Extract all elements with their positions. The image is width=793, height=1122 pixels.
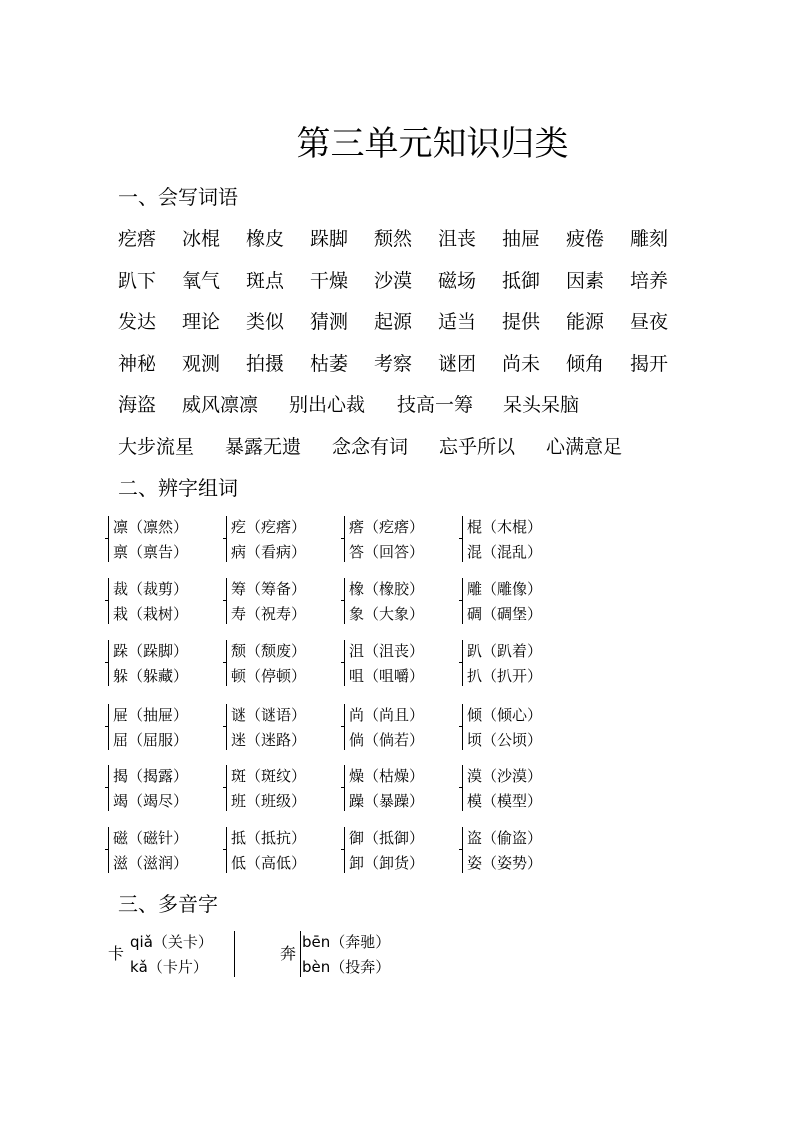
char-word-entry: 颓（颓废） [231, 642, 307, 660]
char-pair-group [349, 763, 469, 817]
word: 考察 [374, 353, 413, 375]
char-word-entry: 磁（磁针） [113, 829, 189, 847]
char-word-entry: 扒（扒开） [467, 667, 543, 685]
char-word-entry: 橡（橡胶） [349, 580, 425, 598]
char-word-entry: 裁（裁剪） [113, 580, 189, 598]
word: 念念有词 [332, 436, 409, 458]
char-word-entry: 尚（尚且） [349, 706, 425, 724]
word: 因素 [566, 270, 605, 292]
char-word-entry: 盗（偷盗） [467, 829, 543, 847]
char-pair-group [349, 638, 469, 692]
word: 能源 [566, 311, 605, 333]
word: 猜测 [310, 311, 349, 333]
char-word-entry: 漠（沙漠） [467, 767, 543, 785]
char-pair-group [231, 825, 351, 879]
word: 忘乎所以 [439, 436, 516, 458]
char-word-entry: 谜（谜语） [231, 706, 307, 724]
word: 大步流星 [118, 436, 195, 458]
word: 揭开 [630, 353, 669, 375]
char-word-entry: 寿（祝寿） [231, 605, 307, 623]
char-word-entry: 姿（姿势） [467, 854, 543, 872]
char-pair-group [467, 763, 587, 817]
char-pair-group [467, 825, 587, 879]
polyphone-reading: bèn（投奔） [302, 958, 391, 976]
char-word-entry: 沮（沮丧） [349, 642, 425, 660]
polyphone-ka [108, 929, 258, 983]
word: 威风凛凛 [182, 394, 259, 416]
word: 磁场 [438, 270, 477, 292]
char-word-entry: 抵（抵抗） [231, 829, 307, 847]
char-pair-group [231, 763, 351, 817]
word: 干燥 [310, 270, 349, 292]
char-word-entry: 卸（卸货） [349, 854, 425, 872]
word: 昼夜 [630, 311, 669, 333]
char-word-entry: 病（看病） [231, 543, 307, 561]
char-pair-group [231, 702, 351, 756]
polyphone-char: 卡 [108, 944, 125, 963]
char-pair-group [113, 825, 233, 879]
char-word-entry: 疙（疙瘩） [231, 518, 307, 536]
polyphone-reading: bēn（奔驰） [302, 933, 391, 951]
polyphone-reading: qiǎ（关卡） [130, 933, 213, 951]
char-word-entry: 栽（栽树） [113, 605, 189, 623]
char-word-entry: 低（高低） [231, 854, 307, 872]
char-word-entry: 答（回答） [349, 543, 425, 561]
char-pair-group [231, 514, 351, 568]
char-pair-group [231, 638, 351, 692]
word: 枯萎 [310, 353, 349, 375]
page-title: 第三单元知识归类 [296, 124, 569, 164]
word: 氧气 [182, 270, 221, 292]
word: 神秘 [118, 353, 157, 375]
word: 疙瘩 [118, 228, 157, 250]
word: 拍摄 [246, 353, 285, 375]
char-word-entry: 趴（趴着） [467, 642, 543, 660]
word: 适当 [438, 311, 477, 333]
char-word-entry: 屉（抽屉） [113, 706, 189, 724]
char-word-entry: 燥（枯燥） [349, 767, 425, 785]
section3-heading: 三、多音字 [118, 892, 218, 916]
char-pair-group [349, 514, 469, 568]
word: 抽屉 [502, 228, 541, 250]
char-pair-group [113, 763, 233, 817]
char-word-entry: 躲（躲藏） [113, 667, 189, 685]
word: 雕刻 [630, 228, 669, 250]
word: 倾角 [566, 353, 605, 375]
char-word-entry: 班（班级） [231, 792, 307, 810]
word: 理论 [182, 311, 221, 333]
word: 类似 [246, 311, 285, 333]
char-pair-group [113, 638, 233, 692]
char-word-entry: 碉（碉堡） [467, 605, 543, 623]
char-pair-group [467, 576, 587, 630]
word: 颓然 [374, 228, 413, 250]
word: 技高一筹 [397, 394, 474, 416]
char-pair-group [231, 576, 351, 630]
char-pair-group [113, 514, 233, 568]
char-word-entry: 顿（停顿） [231, 667, 307, 685]
char-word-entry: 滋（滋润） [113, 854, 189, 872]
char-word-entry: 躁（暴躁） [349, 792, 425, 810]
word: 暴露无遗 [225, 436, 302, 458]
char-word-entry: 斑（斑纹） [231, 767, 307, 785]
char-word-entry: 屈（屈服） [113, 731, 189, 749]
brace [234, 931, 239, 977]
char-word-entry: 迷（迷路） [231, 731, 307, 749]
char-word-entry: 倾（倾心） [467, 706, 543, 724]
char-pair-group [467, 638, 587, 692]
char-word-entry: 跺（跺脚） [113, 642, 189, 660]
word: 观测 [182, 353, 221, 375]
char-pair-group [467, 702, 587, 756]
char-word-entry: 顷（公顷） [467, 731, 543, 749]
word: 别出心裁 [289, 394, 366, 416]
word: 呆头呆脑 [503, 394, 580, 416]
char-word-entry: 模（模型） [467, 792, 543, 810]
word: 心满意足 [546, 436, 623, 458]
polyphone-reading: kǎ（卡片） [130, 958, 208, 976]
char-word-entry: 筹（筹备） [231, 580, 307, 598]
char-word-entry: 雕（雕像） [467, 580, 543, 598]
word: 疲倦 [566, 228, 605, 250]
char-word-entry: 象（大象） [349, 605, 425, 623]
polyphone-ben [280, 929, 430, 983]
word: 跺脚 [310, 228, 349, 250]
char-pair-group [113, 702, 233, 756]
char-pair-group [113, 576, 233, 630]
word: 培养 [630, 270, 669, 292]
word: 谜团 [438, 353, 477, 375]
char-pair-group [349, 825, 469, 879]
char-word-entry: 混（混乱） [467, 543, 543, 561]
word: 发达 [118, 311, 157, 333]
char-word-entry: 凛（凛然） [113, 518, 189, 536]
char-pair-group [349, 702, 469, 756]
char-word-entry: 御（抵御） [349, 829, 425, 847]
char-pair-group [467, 514, 587, 568]
section1-heading: 一、会写词语 [118, 185, 238, 209]
word: 尚未 [502, 353, 541, 375]
word: 冰棍 [182, 228, 221, 250]
char-word-entry: 揭（揭露） [113, 767, 189, 785]
char-word-entry: 咀（咀嚼） [349, 667, 425, 685]
polyphone-char: 奔 [280, 944, 297, 963]
char-word-entry: 瘩（疙瘩） [349, 518, 425, 536]
word: 沙漠 [374, 270, 413, 292]
word: 沮丧 [438, 228, 477, 250]
word: 海盗 [118, 394, 157, 416]
word: 趴下 [118, 270, 157, 292]
word: 抵御 [502, 270, 541, 292]
char-word-entry: 棍（木棍） [467, 518, 543, 536]
char-word-entry: 倘（倘若） [349, 731, 425, 749]
word: 斑点 [246, 270, 285, 292]
char-pair-group [349, 576, 469, 630]
char-word-entry: 禀（禀告） [113, 543, 189, 561]
word: 提供 [502, 311, 541, 333]
char-word-entry: 竭（竭尽） [113, 792, 189, 810]
section2-heading: 二、辨字组词 [118, 476, 238, 500]
word: 起源 [374, 311, 413, 333]
word: 橡皮 [246, 228, 285, 250]
